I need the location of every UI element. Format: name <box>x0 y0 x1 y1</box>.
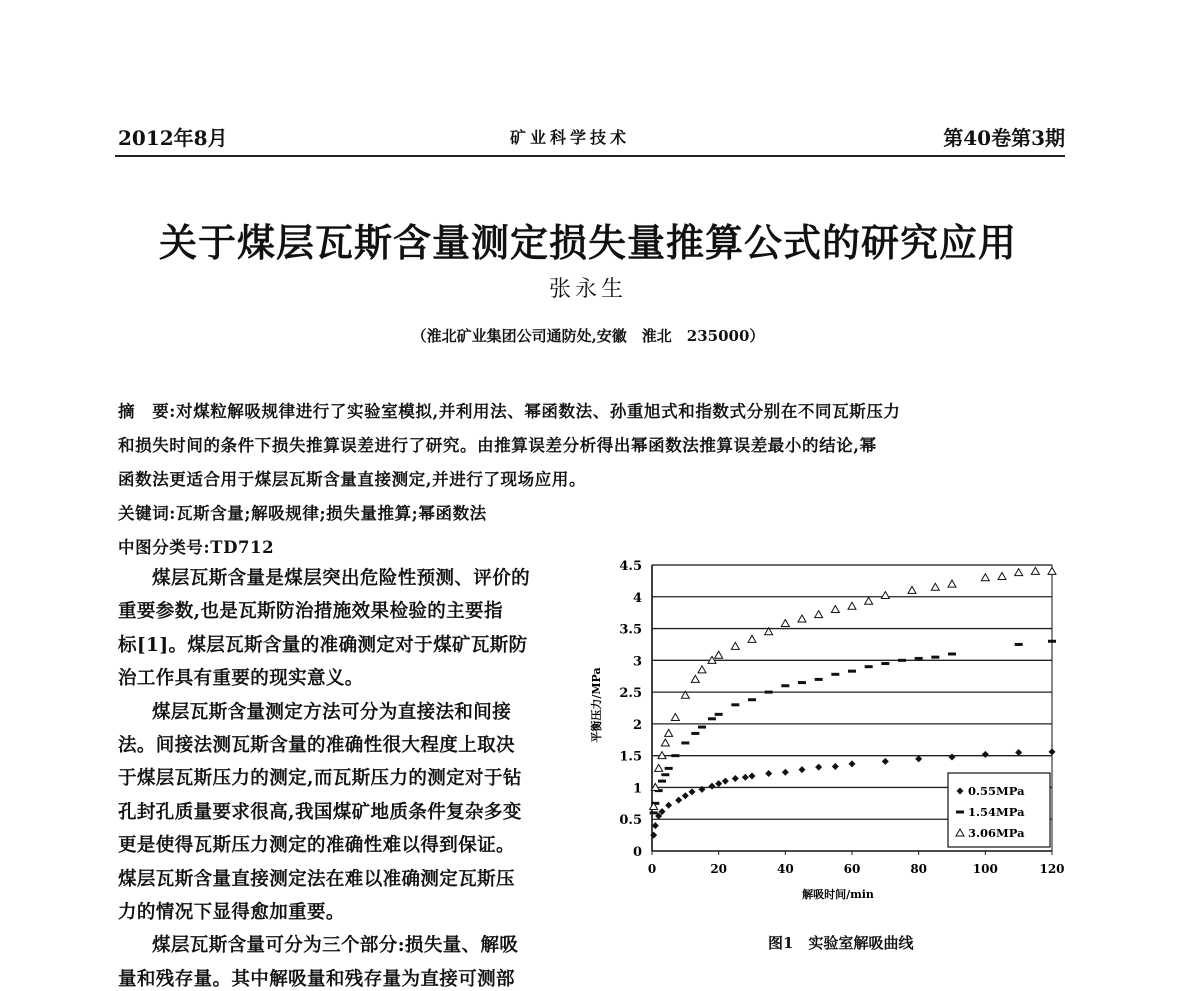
data-point-triangle <box>948 580 956 587</box>
data-point-dash <box>661 773 669 776</box>
data-point-dash <box>698 726 706 729</box>
x-tick-label: 0 <box>647 862 657 876</box>
x-tick-label: 60 <box>843 862 861 876</box>
body-line: 煤层瓦斯含量测定方法可分为直接法和间接 <box>152 701 512 723</box>
data-point-triangle <box>691 675 699 682</box>
data-point-diamond <box>689 788 696 795</box>
abstract-line: 和损失时间的条件下损失推算误差进行了研究。由推算误差分析得出幂函数法推算误差最小的结论,幂 <box>118 436 877 455</box>
y-tick-label: 3 <box>632 654 642 670</box>
data-point-dash <box>948 652 956 655</box>
legend-marker-dash <box>956 811 964 814</box>
data-point-triangle <box>831 605 839 612</box>
legend-label: 0.55MPa <box>968 784 1025 798</box>
data-point-dash <box>748 698 756 701</box>
data-point-dash <box>715 713 723 716</box>
data-point-dash <box>781 684 789 687</box>
data-point-dash <box>681 741 689 744</box>
data-point-triangle <box>848 602 856 609</box>
data-point-diamond <box>849 760 856 767</box>
legend-label: 3.06MPa <box>968 826 1025 840</box>
data-point-dash <box>931 656 939 659</box>
data-point-triangle <box>931 583 939 590</box>
y-tick-label: 4.5 <box>619 559 642 574</box>
classification: 中图分类号:TD712 <box>118 538 275 557</box>
affiliation: （淮北矿业集团公司通防处,安徽 淮北 235000） <box>411 327 765 345</box>
data-point-triangle <box>798 615 806 622</box>
data-point-diamond <box>732 775 739 782</box>
data-point-triangle <box>698 666 706 673</box>
data-point-triangle <box>655 764 663 771</box>
data-point-diamond <box>949 753 956 760</box>
data-point-dash <box>881 662 889 665</box>
data-point-dash <box>665 767 673 770</box>
data-point-triangle <box>1015 569 1023 576</box>
body-line: 煤层瓦斯含量可分为三个部分:损失量、解吸 <box>152 935 519 957</box>
data-point-dash <box>650 811 658 814</box>
data-point-dash <box>765 691 773 694</box>
data-point-diamond <box>675 797 682 804</box>
data-point-dash <box>798 681 806 684</box>
data-point-diamond <box>682 792 689 799</box>
y-tick-label: 1 <box>632 781 642 797</box>
data-point-dash <box>708 717 716 720</box>
data-point-triangle <box>815 611 823 618</box>
abstract-line: 函数法更适合用于煤层瓦斯含量直接测定,并进行了现场应用。 <box>118 470 587 489</box>
data-point-diamond <box>1049 748 1056 755</box>
data-point-diamond <box>1015 749 1022 756</box>
data-point-diamond <box>832 763 839 770</box>
body-line: 标[1]。煤层瓦斯含量的准确测定对于煤矿瓦斯防 <box>118 634 528 656</box>
y-axis-label: 平衡压力/MPa <box>590 667 603 743</box>
y-tick-label: 2 <box>632 717 642 733</box>
data-point-dash <box>658 780 666 783</box>
keywords: 关键词:瓦斯含量;解吸规律;损失量推算;幂函数法 <box>118 504 487 523</box>
y-tick-label: 1.5 <box>619 749 642 765</box>
x-tick-label: 120 <box>1039 862 1065 876</box>
data-point-diamond <box>882 758 889 765</box>
header-journal: 矿业科学技术 <box>510 128 631 147</box>
y-tick-label: 4 <box>632 590 642 606</box>
body-line: 煤层瓦斯含量直接测定法在难以准确测定瓦斯压 <box>118 868 515 890</box>
data-point-triangle <box>998 572 1006 579</box>
data-point-diamond <box>815 764 822 771</box>
data-point-dash <box>691 732 699 735</box>
data-point-diamond <box>652 822 659 829</box>
data-point-diamond <box>665 802 672 809</box>
data-point-diamond <box>722 778 729 785</box>
header-volume: 第40卷第3期 <box>943 126 1065 150</box>
data-point-diamond <box>782 769 789 776</box>
x-axis-label: 解吸时间/min <box>802 888 874 901</box>
header-date: 2012年8月 <box>118 126 228 150</box>
data-point-diamond <box>799 766 806 773</box>
data-point-dash <box>848 670 856 673</box>
data-point-dash <box>831 673 839 676</box>
data-point-triangle <box>781 619 789 626</box>
data-point-triangle <box>715 651 723 658</box>
body-line: 量和残存量。其中解吸量和残存量为直接可测部 <box>118 968 515 990</box>
body-line: 于煤层瓦斯压力的测定,而瓦斯压力的测定对于钻 <box>118 768 522 790</box>
desorption-chart <box>580 555 1065 905</box>
data-point-dash <box>1048 640 1056 643</box>
data-point-dash <box>915 657 923 660</box>
abstract-line: 摘 要:对煤粒解吸规律进行了实验室模拟,并利用法、幂函数法、孙重旭式和指数式分别在不同瓦斯压力 <box>118 402 901 421</box>
data-point-diamond <box>765 770 772 777</box>
data-point-triangle <box>981 574 989 581</box>
data-point-triangle <box>661 739 669 746</box>
data-point-diamond <box>742 774 749 781</box>
data-point-dash <box>671 754 679 757</box>
body-line: 煤层瓦斯含量是煤层突出危险性预测、评价的 <box>152 568 531 589</box>
y-tick-label: 2.5 <box>619 686 642 702</box>
legend-label: 1.54MPa <box>968 805 1025 819</box>
body-line: 治工作具有重要的现实意义。 <box>118 668 364 690</box>
data-point-dash <box>1015 643 1023 646</box>
data-point-diamond <box>709 783 716 790</box>
author: 张永生 <box>548 277 627 302</box>
data-point-triangle <box>865 597 873 604</box>
x-tick-label: 40 <box>776 862 794 876</box>
y-tick-label: 0.5 <box>619 813 642 829</box>
data-point-triangle <box>908 586 916 593</box>
data-point-diamond <box>715 780 722 787</box>
data-point-diamond <box>749 773 756 780</box>
header-rule <box>115 155 1065 157</box>
x-tick-label: 20 <box>710 862 728 876</box>
y-tick-label: 3.5 <box>619 622 642 638</box>
data-point-triangle <box>731 642 739 649</box>
figure-caption: 图1 实验室解吸曲线 <box>768 934 914 952</box>
body-line: 孔封孔质量要求很高,我国煤矿地质条件复杂多变 <box>118 801 522 823</box>
y-tick-label: 0 <box>632 845 642 860</box>
data-point-triangle <box>671 714 679 721</box>
data-point-dash <box>865 665 873 668</box>
data-point-dash <box>731 703 739 706</box>
data-point-triangle <box>665 729 673 736</box>
data-point-diamond <box>915 755 922 762</box>
data-point-dash <box>815 678 823 681</box>
x-tick-label: 80 <box>910 862 928 876</box>
data-point-triangle <box>1048 567 1056 574</box>
paper-title: 关于煤层瓦斯含量测定损失量推算公式的研究应用 <box>158 220 1017 265</box>
body-line: 力的情况下显得愈加重要。 <box>118 902 345 923</box>
data-point-dash <box>898 659 906 662</box>
data-point-triangle <box>748 635 756 642</box>
x-tick-label: 100 <box>972 862 998 876</box>
body-line: 重要参数,也是瓦斯防治措施效果检验的主要指 <box>118 601 503 623</box>
data-point-triangle <box>1031 567 1039 574</box>
data-point-diamond <box>982 751 989 758</box>
body-line: 法。间接法测瓦斯含量的准确性很大程度上取决 <box>118 735 515 756</box>
data-point-triangle <box>881 592 889 599</box>
body-line: 更是使得瓦斯压力测定的准确性难以得到保证。 <box>118 835 515 857</box>
